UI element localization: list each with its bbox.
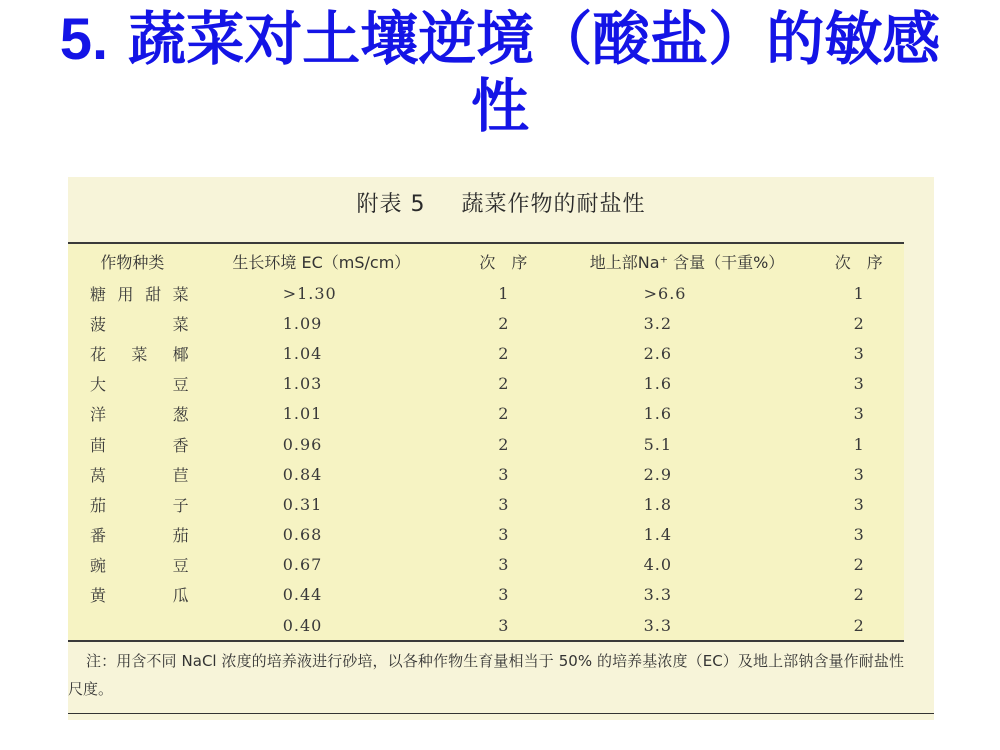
cell-rank-ec: 2	[498, 374, 509, 394]
table-row	[68, 338, 904, 368]
cell-rank-na: 1	[853, 434, 864, 454]
table-row	[68, 520, 904, 550]
table-row	[68, 308, 904, 338]
table-row	[68, 550, 904, 580]
cell-na: >6.6	[643, 283, 687, 303]
cell-rank-ec: 3	[498, 464, 509, 484]
table-footnote: 注：用含不同 NaCl 浓度的培养液进行砂培，以各种作物生育量相当于 50% 的培养基浓度（EC）及地上部钠含量作耐盐性尺度。	[68, 652, 904, 698]
cell-na: 1.6	[643, 404, 673, 424]
cell-rank-na: 3	[853, 404, 864, 424]
cell-na: 3.2	[643, 313, 673, 333]
cell-ec: 0.44	[282, 585, 323, 605]
cell-crop: 茄子	[90, 495, 189, 515]
cell-na: 3.3	[643, 585, 673, 605]
header-na: 地上部Na⁺ 含量（干重%）	[589, 252, 785, 272]
cell-rank-na: 3	[853, 525, 864, 545]
cell-na: 4.0	[643, 555, 673, 575]
cell-crop: 花菜椰	[90, 344, 189, 364]
slide-title-number: 5.	[59, 7, 109, 72]
cell-ec: 1.03	[282, 374, 323, 394]
cell-na: 1.6	[643, 374, 673, 394]
cell-ec: 0.84	[282, 464, 323, 484]
cell-crop: 洋葱	[90, 405, 189, 425]
cell-rank-ec: 3	[498, 555, 509, 575]
table-row	[68, 580, 904, 610]
cell-na: 1.8	[643, 494, 673, 514]
table-row	[68, 459, 904, 489]
cell-na: 1.4	[643, 525, 673, 545]
cell-rank-ec: 2	[498, 313, 509, 333]
cell-rank-na: 2	[853, 555, 864, 575]
salt-tolerance-table	[68, 244, 904, 640]
table-caption-text: 蔬菜作物的耐盐性	[461, 192, 646, 217]
cell-rank-na: 3	[853, 374, 864, 394]
cell-ec: 0.67	[282, 555, 323, 575]
cell-na: 5.1	[643, 434, 673, 454]
table-row	[68, 278, 904, 308]
cell-rank-ec: 3	[498, 494, 509, 514]
cell-crop: 莴苣	[90, 465, 189, 485]
bottom-divider	[68, 713, 934, 714]
cell-na: 2.6	[643, 343, 673, 363]
cell-rank-na: 1	[853, 283, 864, 303]
table-header-row	[68, 244, 904, 278]
slide-title	[40, 6, 960, 139]
cell-rank-ec: 3	[498, 585, 509, 605]
cell-na: 2.9	[643, 464, 673, 484]
cell-rank-ec: 2	[498, 343, 509, 363]
header-rank-ec: 次 序	[479, 252, 528, 272]
header-ec: 生长环境 EC（mS/cm）	[232, 252, 411, 272]
cell-ec: 0.68	[282, 525, 323, 545]
cell-ec: 0.31	[282, 494, 323, 514]
cell-crop: 茴香	[90, 435, 189, 455]
cell-rank-ec: 1	[498, 283, 509, 303]
table-row	[68, 399, 904, 429]
cell-ec: 1.09	[282, 313, 323, 333]
cell-crop	[68, 610, 197, 640]
cell-rank-ec: 2	[498, 404, 509, 424]
scanned-table-image	[68, 177, 934, 720]
cell-crop: 豌豆	[90, 556, 189, 576]
slide-title-text: 蔬菜对土壤逆境（酸盐）的敏感性	[128, 5, 941, 140]
cell-crop: 大豆	[90, 375, 189, 395]
cell-crop: 番茄	[90, 526, 189, 546]
cell-ec: 1.04	[282, 343, 323, 363]
cell-crop: 菠菜	[90, 314, 189, 334]
cell-ec: 0.40	[282, 615, 323, 635]
header-rank-na: 次 序	[834, 252, 883, 272]
cell-rank-na: 3	[853, 494, 864, 514]
table-caption-label: 附表 5	[356, 192, 426, 217]
cell-ec: 1.01	[282, 404, 323, 424]
table-row	[68, 610, 904, 640]
cell-rank-na: 3	[853, 343, 864, 363]
table-row	[68, 489, 904, 519]
cell-rank-na: 2	[853, 313, 864, 333]
cell-rank-na: 2	[853, 585, 864, 605]
cell-rank-ec: 3	[498, 525, 509, 545]
header-crop: 作物种类	[100, 252, 165, 272]
table-bottom-rule	[68, 640, 904, 642]
cell-rank-na: 2	[853, 615, 864, 635]
cell-ec: 0.96	[282, 434, 323, 454]
table-row	[68, 369, 904, 399]
cell-rank-ec: 2	[498, 434, 509, 454]
table-row	[68, 429, 904, 459]
cell-ec: >1.30	[282, 283, 337, 303]
cell-rank-ec: 3	[498, 615, 509, 635]
cell-rank-na: 3	[853, 464, 864, 484]
cell-crop: 糖用甜菜	[90, 284, 189, 304]
cell-na: 3.3	[643, 615, 673, 635]
cell-crop: 黄瓜	[90, 586, 189, 606]
table-caption	[68, 187, 934, 218]
